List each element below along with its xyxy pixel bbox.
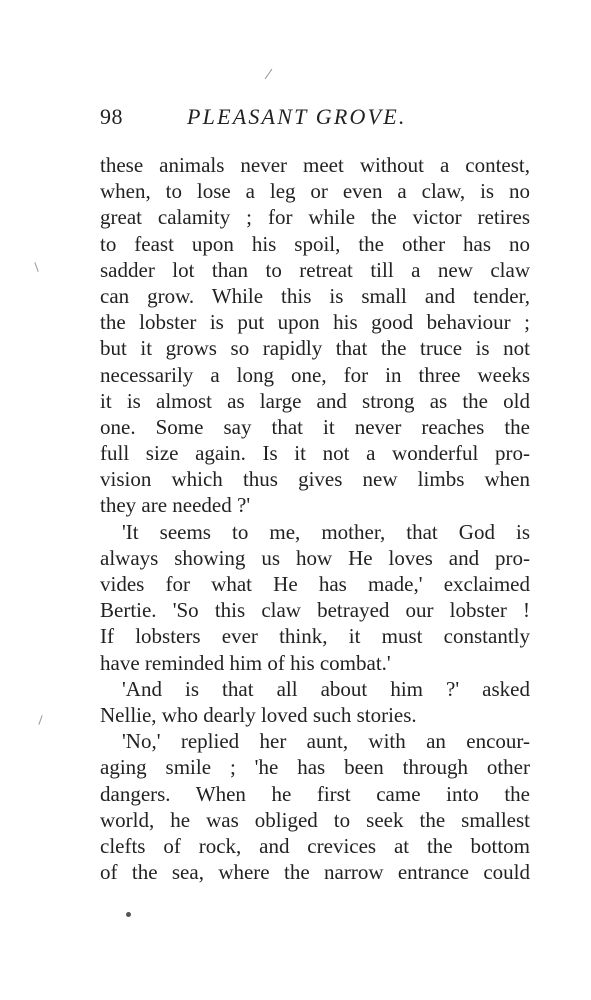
text-line: great calamity ; for while the victor retires [100, 205, 530, 230]
body-text [100, 152, 530, 885]
page-number: 98 [100, 104, 123, 129]
margin-mark [38, 715, 42, 725]
text-line: 'It seems to me, mother, that God is [122, 519, 530, 544]
text-line: vision which thus gives new limbs when [100, 467, 530, 492]
text-line: clefts of rock, and crevices at the bottom [100, 833, 530, 858]
text-line: vides for what He has made,' exclaimed [100, 572, 530, 596]
running-head: PLEASANT GROVE. [187, 104, 407, 129]
text-line: the lobster is put upon his good behaviour ; [100, 310, 530, 335]
text-line: necessarily a long one, for in three weeks [100, 362, 530, 387]
text-line: it is almost as large and strong as the old [100, 388, 530, 413]
text-line: but it grows so rapidly that the truce is not [100, 336, 530, 361]
text-line: one. Some say that it never reaches the [100, 414, 530, 439]
text-line: Bertie. 'So this claw betrayed our lobster ! [100, 598, 530, 623]
text-line: world, he was obliged to seek the smallest [100, 807, 530, 832]
text-line: to feast upon his spoil, the other has no [100, 231, 530, 256]
text-line: 'No,' replied her aunt, with an encour- [122, 729, 530, 754]
text-line: always showing us how He loves and pro- [100, 545, 530, 570]
ink-speck [126, 912, 131, 917]
text-line: dangers. When he first came into the [100, 781, 530, 806]
text-line: aging smile ; 'he has been through other [100, 755, 530, 780]
text-line: they are needed ?' [100, 493, 251, 518]
text-line: If lobsters ever think, it must constantly [100, 624, 530, 649]
page-header [100, 104, 536, 134]
text-line: when, to lose a leg or even a claw, is no [100, 179, 530, 204]
margin-mark [265, 69, 273, 79]
text-line: have reminded him of his combat.' [100, 650, 391, 675]
text-line: full size again. Is it not a wonderful pro- [100, 441, 530, 466]
text-line: can grow. While this is small and tender, [100, 283, 530, 308]
text-line: sadder lot than to retreat till a new claw [100, 257, 530, 282]
margin-mark [34, 262, 38, 272]
text-line: Nellie, who dearly loved such stories. [100, 702, 417, 727]
text-line: 'And is that all about him ?' asked [122, 676, 530, 701]
text-line: of the sea, where the narrow entrance could [100, 860, 530, 885]
text-line: these animals never meet without a contest, [100, 153, 530, 177]
